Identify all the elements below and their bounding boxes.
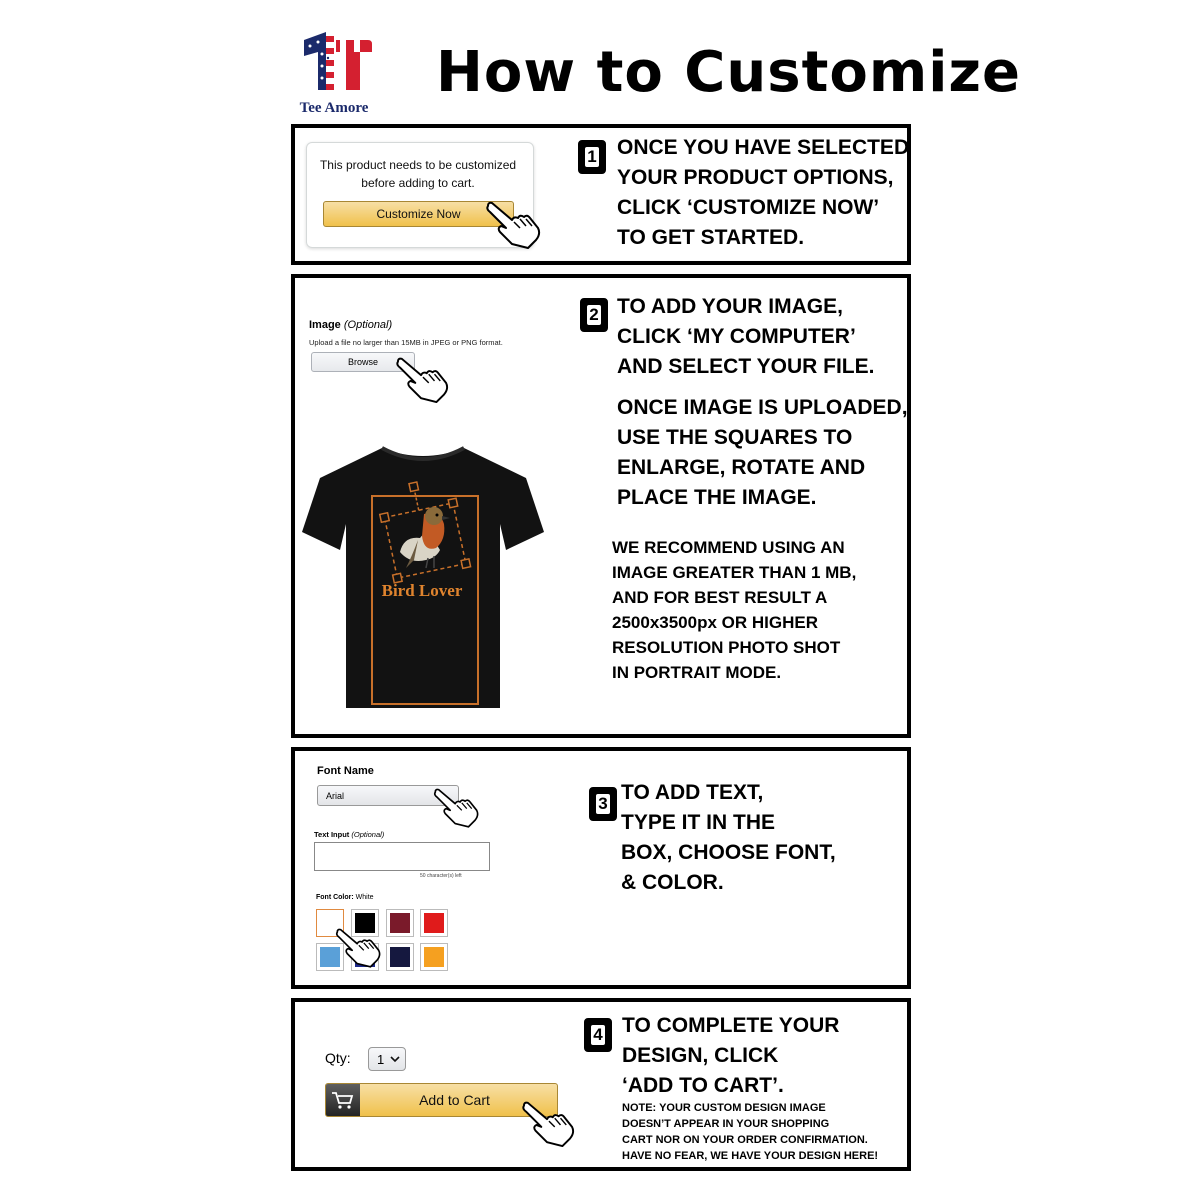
swatch-fill xyxy=(390,913,410,933)
font-name-select[interactable]: Arial xyxy=(317,785,459,806)
browse-button[interactable]: Browse xyxy=(311,352,415,372)
pointing-hand-icon xyxy=(432,784,480,830)
shirt-print-text: Bird Lover xyxy=(381,581,463,600)
step-3-number: 3 xyxy=(589,787,617,821)
font-color-label: Font Color: White xyxy=(316,894,374,901)
step-2-recommendation: WE RECOMMEND USING AN IMAGE GREATER THAN 1 MB, AND FOR BEST RESULT A 2500x3500px OR HIGHER RESOLUTION PHOTO SHOT IN PORTRAIT MODE. xyxy=(612,538,857,682)
tshirt-preview xyxy=(300,440,546,712)
pointing-hand-icon xyxy=(520,1098,576,1148)
swatch-fill xyxy=(424,913,444,933)
pointing-hand-icon xyxy=(394,354,450,404)
step-2-instructions-a: TO ADD YOUR IMAGE, CLICK ‘MY COMPUTER’ AND SELECT YOUR FILE. xyxy=(617,295,875,378)
step-4-number: 4 xyxy=(584,1018,612,1052)
step-1-instructions: ONCE YOU HAVE SELECTED YOUR PRODUCT OPTIONS, CLICK ‘CUSTOMIZE NOW’ TO GET STARTED. xyxy=(617,136,910,249)
color-swatch-red[interactable] xyxy=(420,909,448,937)
customize-now-button[interactable]: Customize Now xyxy=(323,201,514,227)
image-help-text: Upload a file no larger than 15MB in JPEG or PNG format. xyxy=(309,338,503,347)
pointing-hand-icon xyxy=(334,922,382,972)
quantity-label: Qty: xyxy=(325,1050,351,1066)
chevron-down-icon xyxy=(390,1055,400,1063)
step-2-instructions-b: ONCE IMAGE IS UPLOADED, USE THE SQUARES TO ENLARGE, ROTATE AND PLACE THE IMAGE. xyxy=(617,396,908,509)
image-field-label: Image (Optional) xyxy=(309,319,393,331)
step-1-number: 1 xyxy=(578,140,606,174)
swatch-fill xyxy=(424,947,444,967)
brand-name: Tee Amore xyxy=(299,100,369,116)
add-to-cart-button[interactable]: Add to Cart xyxy=(325,1083,558,1117)
text-input-field[interactable] xyxy=(314,842,490,871)
customize-notice-text: This product needs to be customized before adding to cart. xyxy=(319,158,517,190)
swatch-fill xyxy=(390,947,410,967)
font-name-label: Font Name xyxy=(317,765,374,777)
color-swatch-navy[interactable] xyxy=(386,943,414,971)
quantity-select[interactable]: 1 xyxy=(368,1047,406,1071)
page-title: How to Customize xyxy=(436,40,1021,105)
char-count: 50 character(s) left xyxy=(420,873,462,879)
step-2-number: 2 xyxy=(580,298,608,332)
step-3-instructions: TO ADD TEXT, TYPE IT IN THE BOX, CHOOSE FONT, & COLOR. xyxy=(621,781,836,894)
color-swatch-maroon[interactable] xyxy=(386,909,414,937)
text-input-label: Text Input (Optional) xyxy=(314,830,385,839)
pointing-hand-icon xyxy=(484,198,542,250)
step-4-note: NOTE: YOUR CUSTOM DESIGN IMAGE DOESN’T APPEAR IN YOUR SHOPPING CART NOR ON YOUR ORDER CONFIRMATION. HAVE NO FEAR, WE HAVE YOUR DESIGN HERE! xyxy=(622,1102,879,1162)
cart-icon xyxy=(326,1084,360,1116)
step-4-instructions: TO COMPLETE YOUR DESIGN, CLICK ‘ADD TO CART’. xyxy=(622,1014,840,1097)
color-swatch-orange[interactable] xyxy=(420,943,448,971)
